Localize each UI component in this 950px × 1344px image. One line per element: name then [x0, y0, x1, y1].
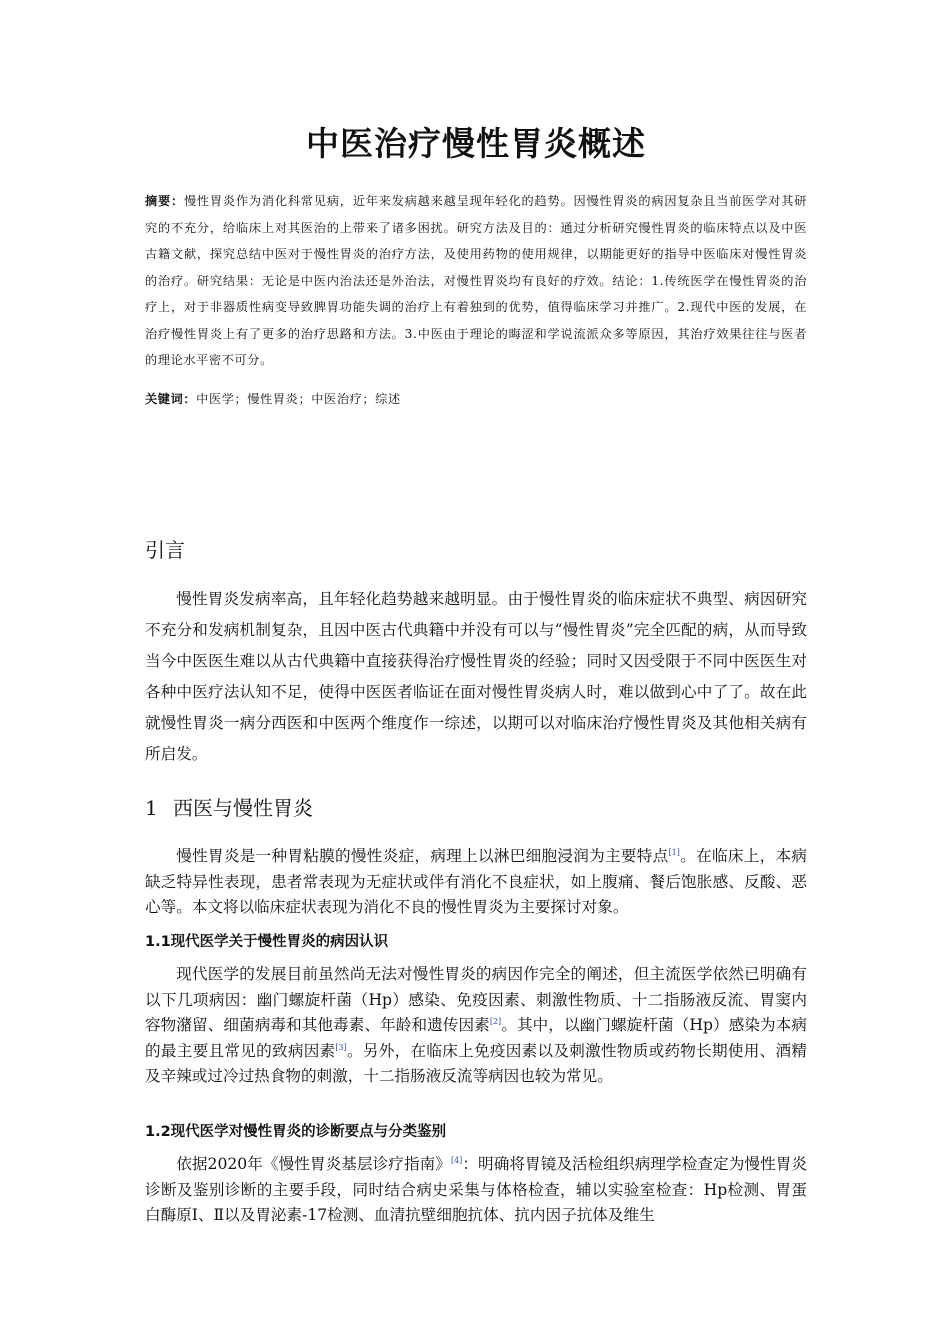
- keywords-text: 中医学；慢性胃炎；中医治疗；综述: [196, 392, 401, 406]
- subsection-1-1-paragraph: [145, 962, 807, 1090]
- subsection-1-1-text-b: 。其中，以幽门螺旋杆菌（Hp）感染为本病的最主要且常见的致病因素: [145, 1016, 807, 1060]
- keywords: [145, 386, 807, 412]
- abstract-label: 摘要：: [145, 194, 184, 208]
- subsection-1-2-text-a: 依据2020年《慢性胃炎基层诊疗指南》: [176, 1155, 451, 1173]
- subsection-1-1-heading: 1.1现代医学关于慢性胃炎的病因认识: [145, 934, 389, 950]
- abstract: [145, 188, 807, 374]
- citation-1[interactable]: [1]: [668, 848, 680, 857]
- subsection-1-2-text-b: ：明确将胃镜及活检组织病理学检查定为慢性胃炎诊断及鉴别诊断的主要手段，同时结合病史采集与体格检查，辅以实验室检查：Hp检测、胃蛋白酶原Ⅰ、Ⅱ以及胃泌素-17检测、血清抗壁细胞抗体、抗内因子抗体及维生: [145, 1155, 807, 1225]
- subsection-1-2-paragraph: [145, 1152, 807, 1229]
- section-1-number: 1: [145, 796, 158, 820]
- citation-4[interactable]: [4]: [450, 1156, 463, 1165]
- section-1-heading: [145, 793, 313, 823]
- subsection-1-1-text-a: 现代医学的发展目前虽然尚无法对慢性胃炎的病因作完全的阐述，但主流医学依然已明确有以下几项病因：幽门螺旋杆菌（Hp）感染、免疫因素、刺激性物质、十二指肠液反流、胃窦内容物潴留、细菌病毒和其他毒素、年龄和遗传因素: [145, 965, 807, 1035]
- subsection-1-1-text-c: 。另外，在临床上免疫因素以及刺激性物质或药物长期使用、酒精及辛辣或过冷过热食物的刺激，十二指肠液反流等病因也较为常见。: [145, 1041, 807, 1086]
- section-1-text-b: 。在临床上，本病缺乏特异性表现，患者常表现为无症状或伴有消化不良症状，如上腹痛、餐后饱胀感、反酸、恶心等。本文将以临床症状表现为消化不良的慢性胃炎为主要探讨对象。: [145, 847, 807, 917]
- intro-paragraph: 慢性胃炎发病率高，且年轻化趋势越来越明显。由于慢性胃炎的临床症状不典型、病因研究不充分和发病机制复杂，且因中医古代典籍中并没有可以与“慢性胃炎”完全匹配的病，从而导致当今中医医生难以从古代典籍中直接获得治疗慢性胃炎的经验；同时又因受限于不同中医医生对各种中医疗法认知不足，使得中医医者临证在面对慢性胃炎病人时，难以做到心中了了。故在此就慢性胃炎一病分西医和中医两个维度作一综述，以期可以对临床治疗慢性胃炎及其他相关病有所启发。: [145, 590, 807, 763]
- section-1-paragraph: [145, 844, 807, 921]
- citation-3[interactable]: [3]: [335, 1042, 347, 1052]
- section-1-text-a: 慢性胃炎是一种胃粘膜的慢性炎症，病理上以淋巴细胞浸润为主要特点: [176, 847, 669, 865]
- document-title: 中医治疗慢性胃炎概述: [306, 124, 646, 163]
- keywords-label: 关键词：: [145, 392, 197, 406]
- abstract-text: 慢性胃炎作为消化科常见病，近年来发病越来越呈现年轻化的趋势。因慢性胃炎的病因复杂且当前医学对其研究的不充分，给临床上对其医治的上带来了诸多困扰。研究方法及目的：通过分析研究慢性胃炎的临床特点以及中医古籍文献，探究总结中医对于慢性胃炎的治疗方法，及使用药物的使用规律，以期能更好的指导中医临床对慢性胃炎的治疗。研究结果：无论是中医内治法还是外治法，对慢性胃炎均有良好的疗效。结论：1.传统医学在慢性胃炎的治疗上，对于非器质性病变导致脾胃功能失调的治疗上有着独到的优势，值得临床学习并推广。2.现代中医的发展，在治疗慢性胃炎上有了更多的治疗思路和方法。3.中医由于理论的晦涩和学说流派众多等原因，其治疗效果往往与医者的理论水平密不可分。: [145, 194, 807, 367]
- citation-2[interactable]: [2]: [489, 1017, 502, 1027]
- subsection-1-2-heading: 1.2现代医学对慢性胃炎的诊断要点与分类鉴别: [145, 1124, 447, 1140]
- section-1-title: 西医与慢性胃炎: [173, 796, 313, 820]
- intro-heading: 引言: [145, 538, 185, 562]
